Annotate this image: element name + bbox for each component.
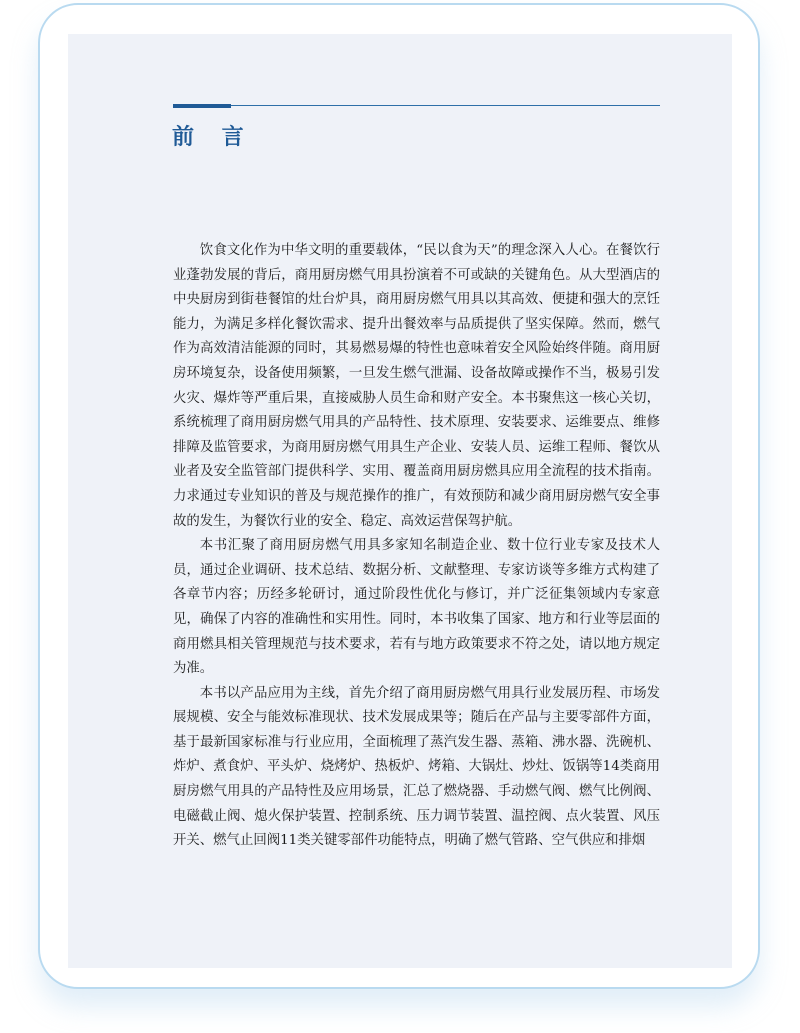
paragraph: 本书汇聚了商用厨房燃气用具多家知名制造企业、数十位行业专家及技术人员，通过企业调研、技术总结、数据分析、文献整理、专家访谈等多维方式构建了各章节内容；历经多轮研讨，通过阶段性优化与修订，并广泛征集领域内专家意见，确保了内容的准确性和实用性。同时，本书收集了国家、地方和行业等层面的商用燃具相关管理规范与技术要求，若有与地方政策要求不符之处，请以地方规定为准。 bbox=[173, 538, 660, 677]
preface-body bbox=[173, 239, 660, 854]
heading-rule-accent bbox=[173, 104, 231, 108]
paragraph: 饮食文化作为中华文明的重要载体，“民以食为天”的理念深入人心。在餐饮行业蓬勃发展的背后，商用厨房燃气用具扮演着不可或缺的关键角色。从大型酒店的中央厨房到街巷餐馆的灶台炉具，商用厨房燃气用具以其高效、便捷和强大的烹饪能力，为满足多样化餐饮需求、提升出餐效率与品质提供了坚实保障。然而，燃气作为高效清洁能源的同时，其易燃易爆的特性也意味着安全风险始终伴随。商用厨房环境复杂，设备使用频繁，一旦发生燃气泄漏、设备故障或操作不当，极易引发火灾、爆炸等严重后果，直接威胁人员生命和财产安全。本书聚焦这一核心关切，系统梳理了商用厨房燃气用具的产品特性、技术原理、安装要求、运维要点、维修排障及监管要求，为商用厨房燃气用具生产企业、安装人员、运维工程师、餐饮从业者及安全监管部门提供科学、实用、覆盖商用厨房燃具应用全流程的技术指南。力求通过专业知识的普及与规范操作的推广，有效预防和减少商用厨房燃气安全事故的发生，为餐饮行业的安全、稳定、高效运营保驾护航。 bbox=[173, 243, 660, 529]
page-title: 前 言 bbox=[172, 124, 254, 150]
heading-rule bbox=[173, 105, 660, 106]
document-page bbox=[68, 34, 732, 968]
paragraph: 本书以产品应用为主线，首先介绍了商用厨房燃气用具行业发展历程、市场发展规模、安全与能效标准现状、技术发展成果等；随后在产品与主要零部件方面，基于最新国家标准与行业应用，全面梳理了蒸汽发生器、蒸箱、沸水器、洗碗机、炸炉、煮食炉、平头炉、烧烤炉、热板炉、烤箱、大锅灶、炒灶、饭锅等14类商用厨房燃气用具的产品特性及应用场景，汇总了燃烧器、手动燃气阀、燃气比例阀、电磁截止阀、熄火保护装置、控制系统、压力调节装置、温控阀、点火装置、风压开关、燃气止回阀11类关键零部件功能特点，明确了燃气管路、空气供应和排烟 bbox=[173, 685, 660, 849]
